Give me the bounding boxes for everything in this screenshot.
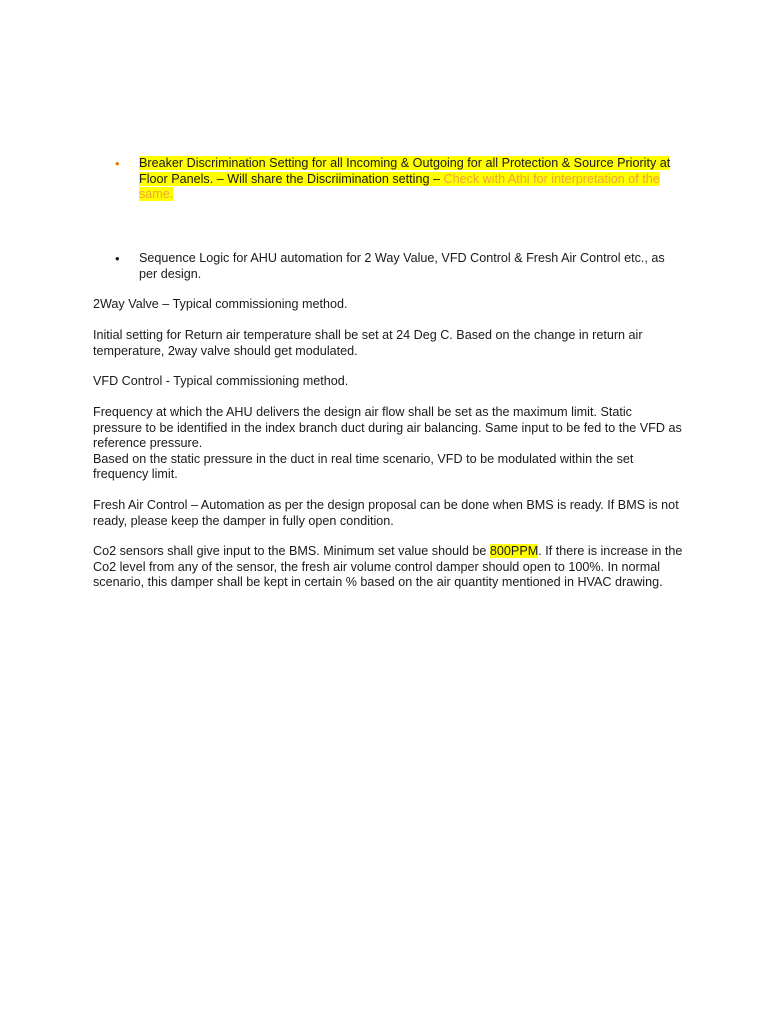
bullet-marker: •: [115, 156, 120, 171]
bullet-marker: •: [115, 251, 120, 266]
vfd-heading: VFD Control - Typical commissioning method.: [93, 374, 349, 388]
bullet-text-orange-note: Check with Athi for interpretation of the same.: [139, 171, 660, 201]
vfd-body-paragraph-2: Based on the static pressure in the duct in real time scenario, VFD to be modulated within the set frequency limit.: [93, 451, 634, 481]
vfd-body-paragraph-1: Frequency at which the AHU delivers the design air flow shall be set as the maximum limit. Static pressure to be identified in the index branch duct during air balancing. Same input to be fed to the VFD as reference pressure.: [93, 405, 682, 450]
valve-heading: 2Way Valve – Typical commissioning method.: [93, 297, 348, 311]
fresh-air-paragraph: Fresh Air Control – Automation as per the design proposal can be done when BMS is ready. If BMS is not ready, please keep the damper in fully open condition.: [93, 498, 679, 528]
bullet-text-highlighted: Breaker Discrimination Setting for all Incoming & Outgoing for all Protection & Source Priority at Floor Panels. – Will share the Discriimination setting –: [139, 156, 671, 186]
valve-body: Initial setting for Return air temperature shall be set at 24 Deg C. Based on the change in return air temperature, 2way valve should get modulated.: [93, 328, 643, 358]
co2-paragraph: [93, 544, 683, 591]
vfd-body: [93, 405, 683, 483]
co2-text-after: . If there is increase in the Co2 level from any of the sensor, the fresh air volume control damper should open to 100%. In normal scenario, this damper shall be kept in certain % based on the air quantity mentioned in HVAC drawing.: [93, 544, 683, 589]
co2-setpoint-highlight: 800PPM: [489, 544, 539, 558]
bullet-item-sequence-logic: [115, 251, 684, 282]
bullet-item-breaker-discrimination: [115, 156, 684, 203]
co2-text-before: Co2 sensors shall give input to the BMS. Minimum set value should be: [93, 544, 490, 558]
bullet-text: Sequence Logic for AHU automation for 2 Way Value, VFD Control & Fresh Air Control etc., as per design.: [139, 251, 665, 281]
